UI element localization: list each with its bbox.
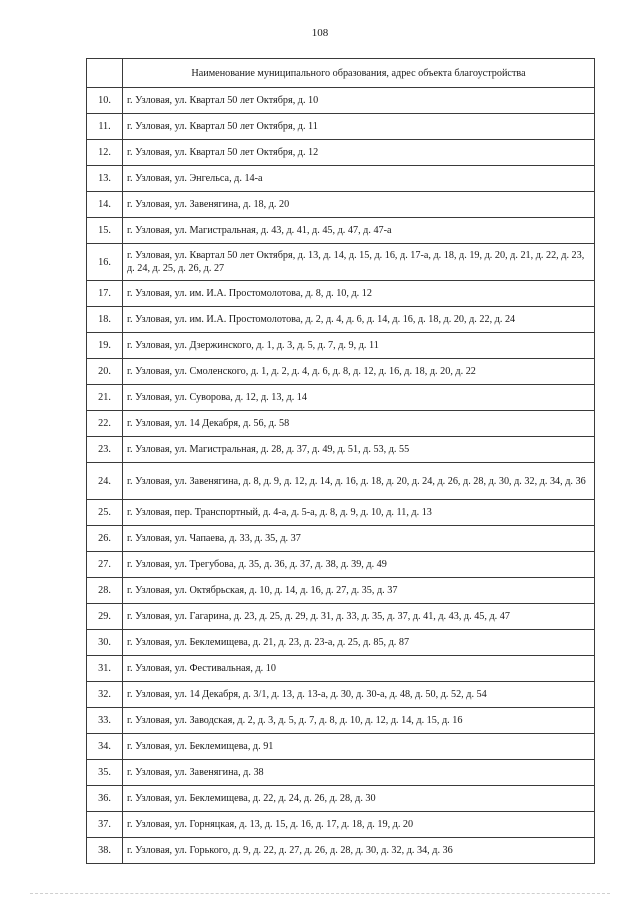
row-address: г. Узловая, ул. Горняцкая, д. 13, д. 15, д. 16, д. 17, д. 18, д. 19, д. 20 <box>123 812 595 838</box>
table-row <box>87 760 595 786</box>
row-address: г. Узловая, ул. Квартал 50 лет Октября, д. 13, д. 14, д. 15, д. 16, д. 17-а, д. 18, д. 19, д. 20, д. 21, д. 22, д. 23, д. 24, д. 25, д. 26, д. 27 <box>123 244 595 281</box>
row-address: г. Узловая, ул. Смоленского, д. 1, д. 2, д. 4, д. 6, д. 8, д. 12, д. 16, д. 18, д. 20, д. 22 <box>123 359 595 385</box>
row-number: 23. <box>87 437 123 463</box>
row-number: 29. <box>87 604 123 630</box>
row-address: г. Узловая, ул. Квартал 50 лет Октября, д. 10 <box>123 88 595 114</box>
row-number: 22. <box>87 411 123 437</box>
row-number: 31. <box>87 656 123 682</box>
row-number: 25. <box>87 500 123 526</box>
row-address: г. Узловая, ул. Фестивальная, д. 10 <box>123 656 595 682</box>
row-address: г. Узловая, ул. Дзержинского, д. 1, д. 3, д. 5, д. 7, д. 9, д. 11 <box>123 333 595 359</box>
row-number: 14. <box>87 192 123 218</box>
row-number: 12. <box>87 140 123 166</box>
row-number: 19. <box>87 333 123 359</box>
table-row <box>87 604 595 630</box>
row-number: 17. <box>87 281 123 307</box>
row-number: 33. <box>87 708 123 734</box>
row-address: г. Узловая, ул. Завенягина, д. 8, д. 9, д. 12, д. 14, д. 16, д. 18, д. 20, д. 24, д. 26, д. 28, д. 30, д. 32, д. 34, д. 36 <box>123 463 595 500</box>
row-address: г. Узловая, ул. Заводская, д. 2, д. 3, д. 5, д. 7, д. 8, д. 10, д. 12, д. 14, д. 15, д. 16 <box>123 708 595 734</box>
table-row <box>87 437 595 463</box>
scan-artifact-line <box>30 893 610 896</box>
table-row <box>87 708 595 734</box>
row-number: 35. <box>87 760 123 786</box>
row-address: г. Узловая, ул. Суворова, д. 12, д. 13, д. 14 <box>123 385 595 411</box>
table-row <box>87 166 595 192</box>
addresses-table <box>86 58 595 864</box>
row-address: г. Узловая, ул. Октябрьская, д. 10, д. 14, д. 16, д. 27, д. 35, д. 37 <box>123 578 595 604</box>
row-address: г. Узловая, ул. Беклемищева, д. 91 <box>123 734 595 760</box>
table-body <box>87 88 595 864</box>
row-address: г. Узловая, ул. Гагарина, д. 23, д. 25, д. 29, д. 31, д. 33, д. 35, д. 37, д. 41, д. 43, д. 45, д. 47 <box>123 604 595 630</box>
table-row <box>87 411 595 437</box>
row-address: г. Узловая, ул. Квартал 50 лет Октября, д. 12 <box>123 140 595 166</box>
row-number: 13. <box>87 166 123 192</box>
row-number: 15. <box>87 218 123 244</box>
row-address: г. Узловая, ул. Завенягина, д. 18, д. 20 <box>123 192 595 218</box>
page-number: 108 <box>311 27 329 39</box>
row-address: г. Узловая, ул. им. И.А. Простомолотова, д. 2, д. 4, д. 6, д. 14, д. 16, д. 18, д. 20, д. 22, д. 24 <box>123 307 595 333</box>
table-row <box>87 114 595 140</box>
row-number: 10. <box>87 88 123 114</box>
row-number: 20. <box>87 359 123 385</box>
row-address: г. Узловая, ул. 14 Декабря, д. 3/1, д. 13, д. 13-а, д. 30, д. 30-а, д. 48, д. 50, д. 52, д. 54 <box>123 682 595 708</box>
table-row <box>87 500 595 526</box>
table-row <box>87 333 595 359</box>
row-number: 34. <box>87 734 123 760</box>
row-address: г. Узловая, ул. Трегубова, д. 35, д. 36, д. 37, д. 38, д. 39, д. 49 <box>123 552 595 578</box>
row-number: 32. <box>87 682 123 708</box>
header-address-cell: Наименование муниципального образования, адрес объекта благоустройства <box>123 59 595 88</box>
row-number: 37. <box>87 812 123 838</box>
row-address: г. Узловая, ул. Магистральная, д. 28, д. 37, д. 49, д. 51, д. 53, д. 55 <box>123 437 595 463</box>
row-address: г. Узловая, ул. Квартал 50 лет Октября, д. 11 <box>123 114 595 140</box>
row-address: г. Узловая, ул. Завенягина, д. 38 <box>123 760 595 786</box>
table-row <box>87 786 595 812</box>
table-row <box>87 218 595 244</box>
row-address: г. Узловая, ул. 14 Декабря, д. 56, д. 58 <box>123 411 595 437</box>
row-number: 26. <box>87 526 123 552</box>
row-number: 16. <box>87 244 123 281</box>
row-number: 24. <box>87 463 123 500</box>
row-address: г. Узловая, ул. Беклемищева, д. 22, д. 24, д. 26, д. 28, д. 30 <box>123 786 595 812</box>
table-row <box>87 812 595 838</box>
row-number: 36. <box>87 786 123 812</box>
row-address: г. Узловая, ул. Чапаева, д. 33, д. 35, д. 37 <box>123 526 595 552</box>
table-row <box>87 838 595 864</box>
row-number: 11. <box>87 114 123 140</box>
row-number: 38. <box>87 838 123 864</box>
header-number-cell <box>87 59 123 88</box>
table-row <box>87 463 595 500</box>
table-row <box>87 385 595 411</box>
table-row <box>87 192 595 218</box>
row-number: 28. <box>87 578 123 604</box>
table-row <box>87 656 595 682</box>
table-row <box>87 281 595 307</box>
table-row <box>87 682 595 708</box>
table-row <box>87 734 595 760</box>
table-row <box>87 552 595 578</box>
row-number: 18. <box>87 307 123 333</box>
table-row <box>87 630 595 656</box>
table-row <box>87 526 595 552</box>
row-address: г. Узловая, ул. Магистральная, д. 43, д. 41, д. 45, д. 47, д. 47-а <box>123 218 595 244</box>
table-row <box>87 244 595 281</box>
row-address: г. Узловая, ул. Энгельса, д. 14-а <box>123 166 595 192</box>
row-address: г. Узловая, пер. Транспортный, д. 4-а, д. 5-а, д. 8, д. 9, д. 10, д. 11, д. 13 <box>123 500 595 526</box>
table-header-row <box>87 59 595 88</box>
table-row <box>87 359 595 385</box>
table-row <box>87 578 595 604</box>
row-number: 27. <box>87 552 123 578</box>
row-address: г. Узловая, ул. Беклемищева, д. 21, д. 23, д. 23-а, д. 25, д. 85, д. 87 <box>123 630 595 656</box>
table-row <box>87 140 595 166</box>
row-number: 30. <box>87 630 123 656</box>
table-row <box>87 88 595 114</box>
row-number: 21. <box>87 385 123 411</box>
row-address: г. Узловая, ул. им. И.А. Простомолотова, д. 8, д. 10, д. 12 <box>123 281 595 307</box>
table-row <box>87 307 595 333</box>
row-address: г. Узловая, ул. Горького, д. 9, д. 22, д. 27, д. 26, д. 28, д. 30, д. 32, д. 34, д. 36 <box>123 838 595 864</box>
